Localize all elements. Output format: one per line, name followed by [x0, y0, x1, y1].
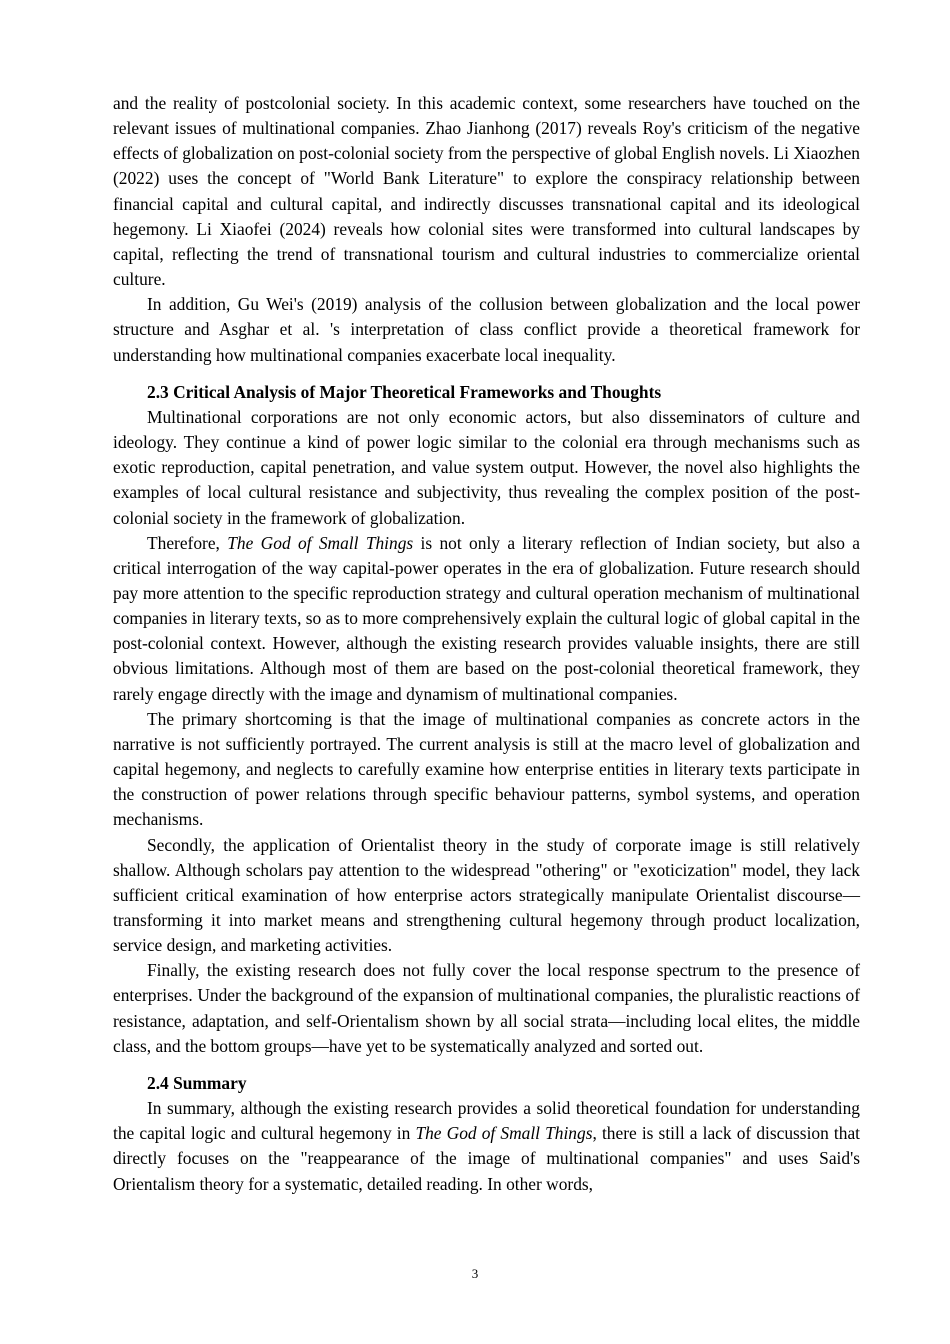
section-heading: 2.3 Critical Analysis of Major Theoretical Frameworks and Thoughts: [147, 381, 662, 402]
body-paragraph: Secondly, the application of Orientalist theory in the study of corporate image is still relatively shallow. Although scholars pay attention to the widespread "othering" or "exoticization" model, they lack sufficient critical examination of how enterprise actors strategically manipulate Orientalist discourse—transforming it into market means and strengthening cultural hegemony through product localization, service design, and marketing activities.: [113, 834, 860, 956]
body-paragraph: [113, 1096, 860, 1197]
body-paragraph: Finally, the existing research does not fully cover the local response spectrum to the presence of enterprises. Under the background of the expansion of multinational companies, the pluralistic reactions of resistance, adaptation, and self-Orientalism shown by all social strata—including local elites, the middle class, and the bottom groups—have yet to be systematically analyzed and sorted out.: [113, 960, 860, 1056]
page-number: 3: [471, 1266, 479, 1281]
body-paragraph: [113, 531, 860, 707]
paragraph-text: is not only a literary reflection of Indian society, but also a critical interrogation of the way capital-power operates in the era of globalization. Future research should pay more attention to the specific reproduction strategy and cultural operation mechanism of multinational companies in literary texts, so as to more comprehensively explain the cultural logic of global capital in the post-colonial context. However, although the existing research provides valuable insights, there are still obvious limitations. Although most of them are based on the post-colonial theoretical framework, they rarely engage directly with the image and dynamism of multinational companies.: [113, 532, 860, 704]
document-page: [113, 91, 860, 1197]
book-title: The God of Small Things: [415, 1123, 593, 1144]
paragraph-text: Therefore,: [147, 532, 228, 553]
paragraph-text: , there is still a lack of discussion that directly focuses on the "reappearance of the image of multinational companies" and uses Said's Orientalism theory for a systematic, detailed reading. In other words,: [113, 1123, 860, 1194]
book-title: The God of Small Things: [227, 532, 414, 553]
body-paragraph: Multinational corporations are not only economic actors, but also disseminators of culture and ideology. They continue a kind of power logic similar to the colonial era through mechanisms such as exotic reproduction, capital penetration, and value system output. However, the novel also highlights the examples of local cultural resistance and subjectivity, thus revealing the complex position of the post-colonial society in the framework of globalization.: [113, 406, 860, 528]
body-paragraph: The primary shortcoming is that the image of multinational companies as concrete actors in the narrative is not sufficiently portrayed. The current analysis is still at the macro level of globalization and capital hegemony, and neglects to carefully examine how enterprise entities in literary texts participate in the construction of power relations through specific behaviour patterns, symbol systems, and operation mechanisms.: [113, 708, 860, 830]
body-paragraph: In addition, Gu Wei's (2019) analysis of the collusion between globalization and the local power structure and Asghar et al. 's interpretation of class conflict provide a theoretical framework for understanding how multinational companies exacerbate local inequality.: [113, 294, 860, 365]
paragraph-text: In summary, although the existing research provides a solid theoretical foundation for understanding the capital logic and cultural hegemony in: [113, 1098, 860, 1144]
body-paragraph: and the reality of postcolonial society. In this academic context, some researchers have touched on the relevant issues of multinational companies. Zhao Jianhong (2017) reveals Roy's criticism of the negative effects of globalization on post-colonial society from the perspective of global English novels. Li Xiaozhen (2022) uses the concept of "World Bank Literature" to explore the conspiracy relationship between financial capital and cultural capital, and indirectly discusses transnational capital and its ideological hegemony. Li Xiaofei (2024) reveals how colonial sites were transformed into cultural landscapes by capital, reflecting the trend of transnational tourism and cultural industries to commercialize oriental culture.: [113, 93, 860, 290]
section-heading: 2.4 Summary: [147, 1072, 247, 1093]
